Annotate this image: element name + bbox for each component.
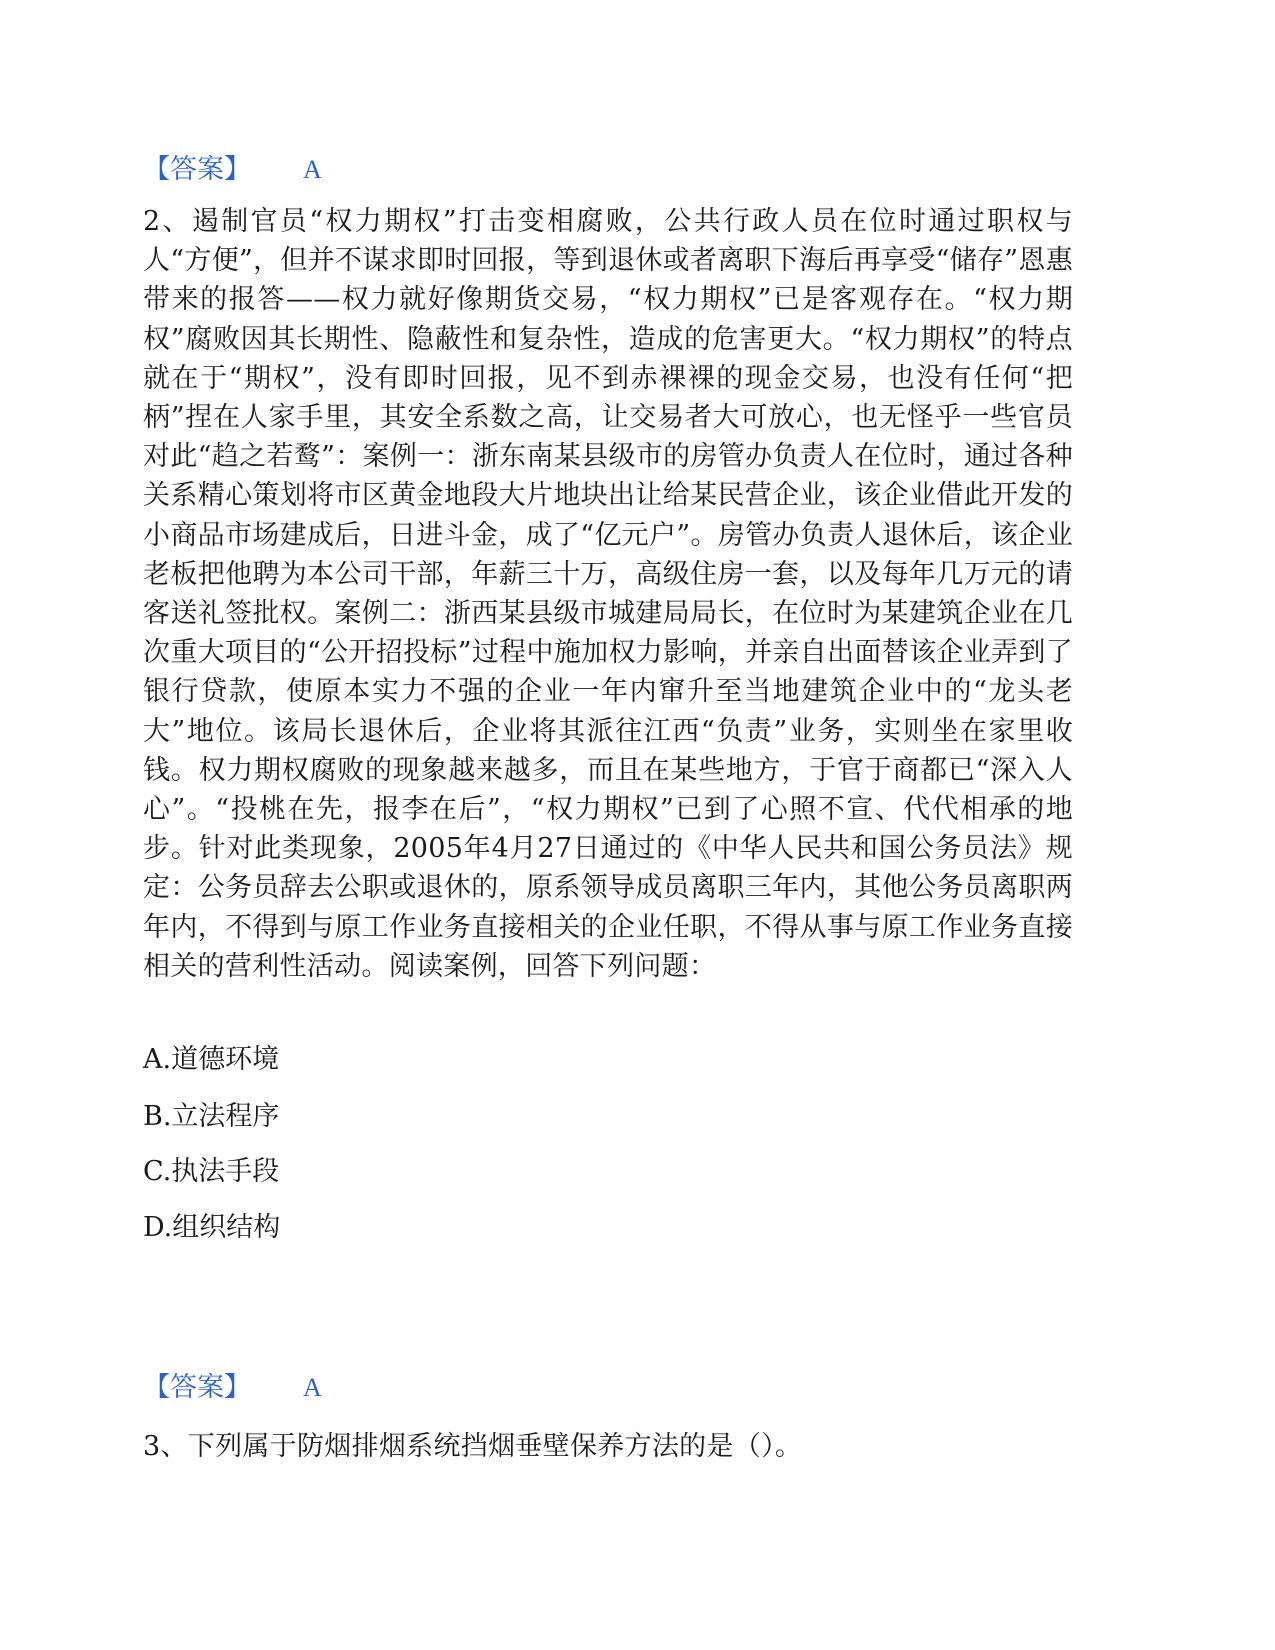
option-b: B.立法程序 [143, 1101, 280, 1132]
option-d: D.组织结构 [143, 1212, 281, 1243]
answer-value: A [303, 155, 322, 184]
answer-value: A [303, 1373, 322, 1402]
answer-block-2 [143, 1370, 322, 1406]
answer-label: 【答案】 [143, 154, 251, 185]
question-3-text: 3、下列属于防烟排烟系统挡烟垂壁保养方法的是（）。 [143, 1431, 803, 1462]
option-c: C.执法手段 [143, 1156, 280, 1187]
answer-label: 【答案】 [143, 1372, 251, 1403]
answer-block-1 [143, 152, 322, 188]
option-a: A.道德环境 [143, 1044, 280, 1075]
question-2-text: 2、遏制官员“权力期权”打击变相腐败，公共行政人员在位时通过职权与人“方便”，但并不谋求即时回报，等到退休或者离职下海后再享受“储存”恩惠带来的报答——权力就好像期货交易，“权力期权”已是客观存在。“权力期权”腐败因其长期性、隐蔽性和复杂性，造成的危害更大。“权力期权”的特点就在于“期权”，没有即时回报，见不到赤裸裸的现金交易，也没有任何“把柄”捏在人家手里，其安全系数之高，让交易者大可放心，也无怪乎一些官员对此“趋之若鹜”：案例一：浙东南某县级市的房管办负责人在位时，通过各种关系精心策划将市区黄金地段大片地块出让给某民营企业，该企业借此开发的小商品市场建成后，日进斗金，成了“亿元户”。房管办负责人退休后，该企业老板把他聘为本公司干部，年薪三十万，高级住房一套，以及每年几万元的请客送礼签批权。案例二：浙西某县级市城建局局长，在位时为某建筑企业在几次重大项目的“公开招投标”过程中施加权力影响，并亲自出面替该企业弄到了银行贷款，使原本实力不强的企业一年内窜升至当地建筑企业中的“龙头老大”地位。该局长退休后，企业将其派往江西“负责”业务，实则坐在家里收钱。权力期权腐败的现象越来越多，而且在某些地方，于官于商都已“深入人心”。“投桃在先，报李在后”，“权力期权”已到了心照不宣、代代相承的地步。针对此类现象，2005年4月27日通过的《中华人民共和国公务员法》规定：公务员辞去公职或退休的，原系领导成员离职三年内，其他公务员离职两年内，不得到与原工作业务直接相关的企业任职，不得从事与原工作业务直接相关的营利性活动。阅读案例，回答下列问题： [143, 206, 1074, 982]
